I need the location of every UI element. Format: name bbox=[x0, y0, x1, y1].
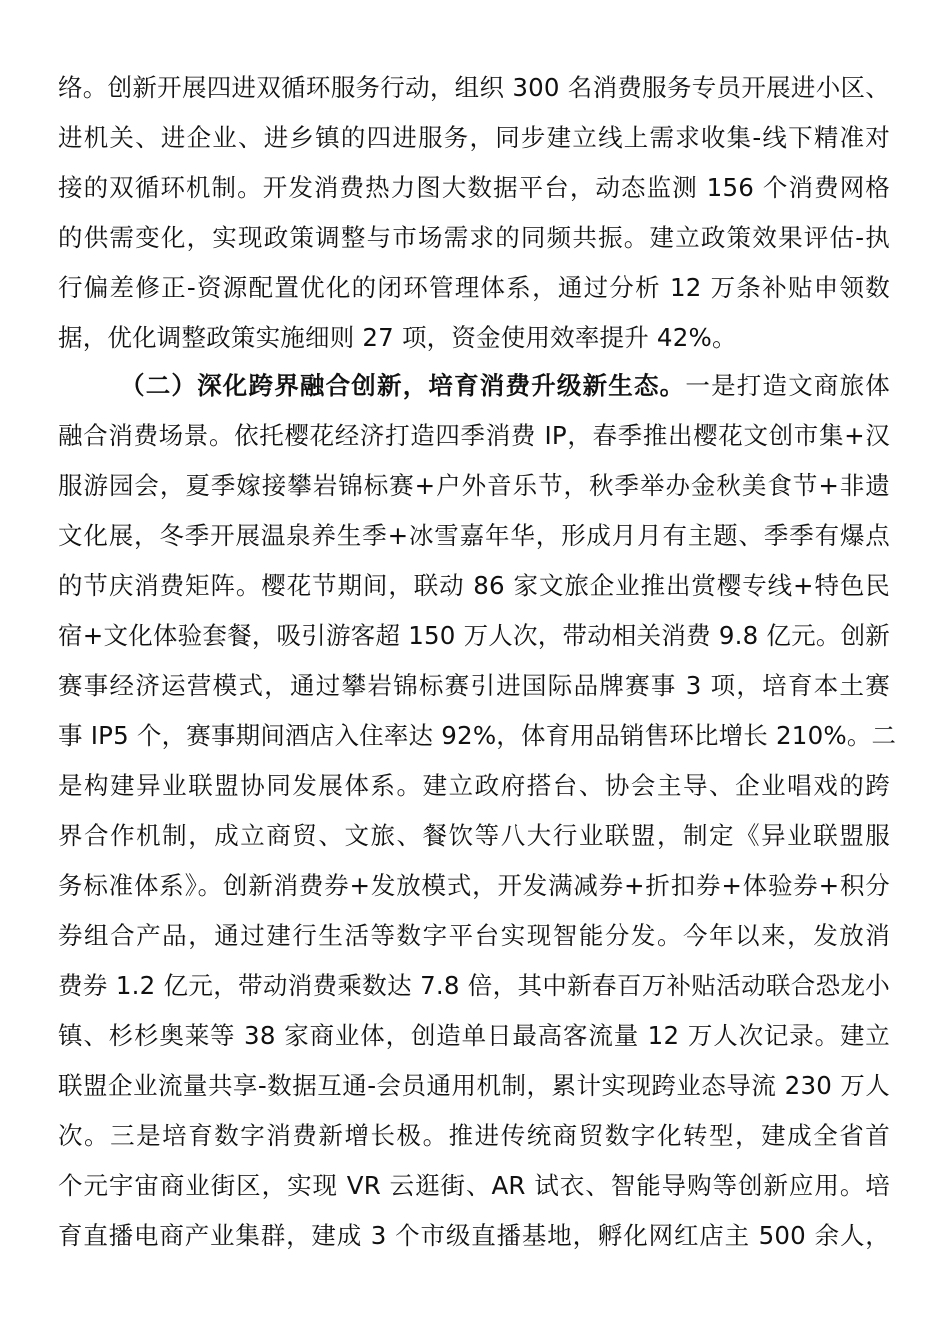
paragraph-2-line-12: 券组合产品，通过建行生活等数字平台实现智能分发。今年以来，发放消 bbox=[58, 921, 890, 950]
paragraph-2-line-15: 联盟企业流量共享-数据互通-会员通用机制，累计实现跨业态导流 230 万人 bbox=[58, 1071, 890, 1100]
paragraph-2-line-10: 界合作机制，成立商贸、文旅、餐饮等八大行业联盟，制定《异业联盟服 bbox=[58, 821, 890, 850]
paragraph-1-line-2: 进机关、进企业、进乡镇的四进服务，同步建立线上需求收集-线下精准对 bbox=[58, 123, 890, 152]
section-heading: （二）深化跨界融合创新，培育消费升级新生态。 bbox=[120, 371, 686, 400]
paragraph-2-line-9: 是构建异业联盟协同发展体系。建立政府搭台、协会主导、企业唱戏的跨 bbox=[58, 771, 890, 800]
paragraph-2-line-8: 事 IP5 个，赛事期间酒店入住率达 92%，体育用品销售环比增长 210%。二 bbox=[58, 721, 897, 750]
paragraph-2-first-line-rest: 一是打造文商旅体 bbox=[685, 371, 890, 400]
paragraph-2-line-2: 融合消费场景。依托樱花经济打造四季消费 IP，春季推出樱花文创市集+汉 bbox=[58, 421, 890, 450]
paragraph-2-line-11: 务标准体系》。创新消费券+发放模式，开发满减券+折扣券+体验券+积分 bbox=[58, 871, 890, 900]
paragraph-2-line-7: 赛事经济运营模式，通过攀岩锦标赛引进国际品牌赛事 3 项，培育本土赛 bbox=[58, 671, 890, 700]
paragraph-1-line-4: 的供需变化，实现政策调整与市场需求的同频共振。建立政策效果评估-执 bbox=[58, 223, 890, 252]
paragraph-2-first-line bbox=[120, 361, 890, 411]
paragraph-2-line-14: 镇、杉杉奥莱等 38 家商业体，创造单日最高客流量 12 万人次记录。建立 bbox=[58, 1021, 890, 1050]
paragraph-2-line-13: 费券 1.2 亿元，带动消费乘数达 7.8 倍，其中新春百万补贴活动联合恐龙小 bbox=[58, 971, 890, 1000]
paragraph-2-line-3: 服游园会，夏季嫁接攀岩锦标赛+户外音乐节，秋季举办金秋美食节+非遗 bbox=[58, 471, 890, 500]
paragraph-2-line-18: 育直播电商产业集群，建成 3 个市级直播基地，孵化网红店主 500 余人， bbox=[58, 1221, 890, 1250]
paragraph-1-line-1: 络。创新开展四进双循环服务行动，组织 300 名消费服务专员开展进小区、 bbox=[58, 73, 890, 102]
paragraph-1-line-3: 接的双循环机制。开发消费热力图大数据平台，动态监测 156 个消费网格 bbox=[58, 173, 890, 202]
paragraph-2-line-4: 文化展，冬季开展温泉养生季+冰雪嘉年华，形成月月有主题、季季有爆点 bbox=[58, 521, 890, 550]
paragraph-2-line-6: 宿+文化体验套餐，吸引游客超 150 万人次，带动相关消费 9.8 亿元。创新 bbox=[58, 621, 890, 650]
paragraph-2-line-16: 次。三是培育数字消费新增长极。推进传统商贸数字化转型，建成全省首 bbox=[58, 1121, 890, 1150]
paragraph-2-line-17: 个元宇宙商业街区，实现 VR 云逛街、AR 试衣、智能导购等创新应用。培 bbox=[58, 1171, 890, 1200]
paragraph-1-line-5: 行偏差修正-资源配置优化的闭环管理体系，通过分析 12 万条补贴申领数 bbox=[58, 273, 890, 302]
paragraph-1-line-6: 据，优化调整政策实施细则 27 项，资金使用效率提升 42%。 bbox=[58, 323, 737, 352]
paragraph-2-line-5: 的节庆消费矩阵。樱花节期间，联动 86 家文旅企业推出赏樱专线+特色民 bbox=[58, 571, 890, 600]
